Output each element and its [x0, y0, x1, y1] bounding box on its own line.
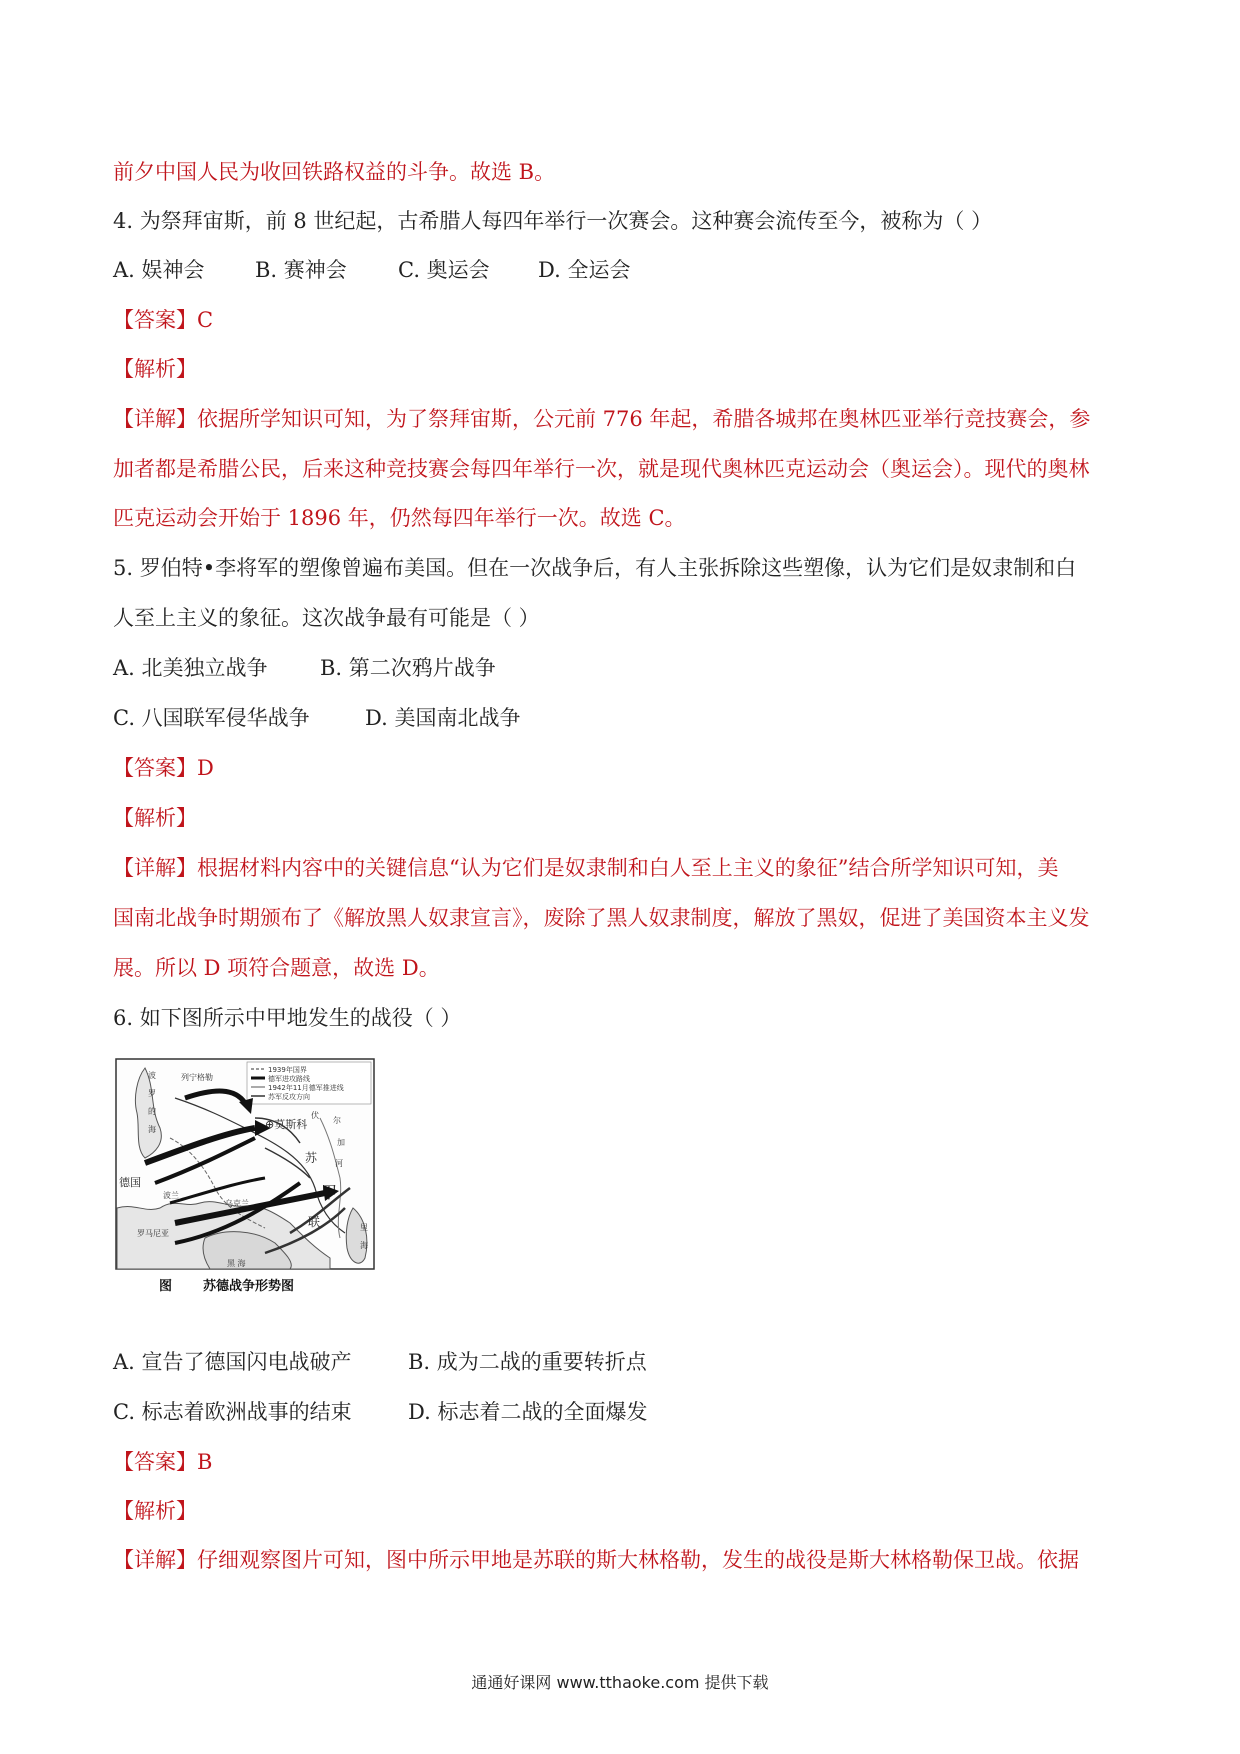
detail-text: 根据材料内容中的关键信息“认为它们是奴隶制和白人至上主义的象征”结合所学知识可知，美 [197, 856, 1059, 880]
map-label-volga-3: 加 [337, 1138, 345, 1147]
question-4: 4. 为祭拜宙斯，前 8 世纪起，古希腊人每四年举行一次赛会。这种赛会流传至今，被称为（ ） [113, 209, 993, 233]
legend-item-2: 德军进攻路线 [268, 1075, 310, 1083]
detail-label: 【详解】 [113, 407, 197, 431]
map-label-moscow: ⊕莫斯科 [265, 1118, 308, 1131]
answer-4 [113, 305, 1130, 335]
option-d: D. 标志着二战的全面爆发 [408, 1400, 648, 1424]
detail-5-line-3: 展。所以 D 项符合题意，故选 D。 [113, 956, 440, 980]
map-label-baltic-1: 波 [148, 1071, 156, 1080]
legend-item-1: 1939年国界 [268, 1066, 307, 1074]
map-label-germany: 德国 [119, 1176, 141, 1189]
detail-4-line-3: 匹克运动会开始于 1896 年，仍然每四年举行一次。故选 C。 [113, 506, 686, 530]
option-b: B. 赛神会 [255, 258, 347, 282]
option-c: C. 奥运会 [398, 258, 490, 282]
question-5-line-1: 5. 罗伯特•李将军的塑像曾遍布美国。但在一次战争后，有人主张拆除这些塑像，认为它们是奴隶制和白 [113, 556, 1077, 580]
map-label-caspian-2: 海 [360, 1241, 368, 1250]
soviet-german-war-map [115, 1058, 377, 1298]
explanation-continuation: 前夕中国人民为收回铁路权益的斗争。故选 B。 [113, 160, 556, 184]
detail-text: 依据所学知识可知，为了祭拜宙斯，公元前 776 年起，希腊各城邦在奥林匹亚举行竞技赛会，参 [197, 407, 1091, 431]
map-label-ukraine: 乌克兰 [225, 1199, 249, 1208]
map-label-volga-2: 尔 [333, 1116, 341, 1125]
legend-item-3: 1942年11月德军推进线 [268, 1084, 344, 1092]
option-b: B. 成为二战的重要转折点 [408, 1350, 647, 1374]
answer-value: C [197, 308, 214, 332]
map-label-leningrad: 列宁格勒 [181, 1073, 213, 1082]
map-label-jia: 甲 [321, 1183, 338, 1202]
option-d: D. 美国南北战争 [365, 706, 521, 730]
map-label-baltic-3: 的 [148, 1107, 156, 1116]
map-label-volga-4: 河 [335, 1159, 343, 1168]
detail-label: 【详解】 [113, 1548, 197, 1572]
map-label-poland: 波兰 [163, 1191, 179, 1200]
detail-label: 【详解】 [113, 856, 197, 880]
question-6-options-row-2 [113, 1397, 1130, 1427]
map-label-black-sea: 黑 海 [227, 1259, 246, 1268]
analysis-label-6: 【解析】 [113, 1499, 197, 1523]
detail-6-line-1 [113, 1545, 1130, 1575]
answer-6 [113, 1447, 1130, 1477]
option-b: B. 第二次鸦片战争 [320, 656, 496, 680]
option-a: A. 娱神会 [113, 258, 205, 282]
answer-5 [113, 753, 1130, 783]
question-4-options [113, 255, 1130, 285]
map-caption-prefix: 图 [159, 1279, 173, 1294]
answer-label: 【答案】 [113, 756, 197, 780]
map-label-caspian-1: 里 [360, 1223, 368, 1232]
page-footer: 通通好课网 www.tthaoke.com 提供下载 [471, 1673, 769, 1692]
map-label-volga-1: 伏 [311, 1111, 319, 1120]
option-c: C. 八国联军侵华战争 [113, 706, 310, 730]
option-a: A. 北美独立战争 [113, 656, 268, 680]
detail-4-line-1 [113, 404, 1130, 434]
legend-item-4: 苏军反攻方向 [268, 1093, 310, 1101]
map-label-lian: 联 [308, 1215, 321, 1229]
answer-value: D [197, 756, 214, 780]
answer-value: B [197, 1450, 213, 1474]
map-label-baltic-4: 海 [148, 1125, 156, 1134]
question-5-line-2: 人至上主义的象征。这次战争最有可能是（ ） [113, 606, 540, 630]
option-d: D. 全运会 [538, 258, 631, 282]
detail-text: 仔细观察图片可知，图中所示甲地是苏联的斯大林格勒，发生的战役是斯大林格勒保卫战。依据 [197, 1548, 1079, 1572]
analysis-label-4: 【解析】 [113, 357, 197, 381]
detail-5-line-2: 国南北战争时期颁布了《解放黑人奴隶宣言》，废除了黑人奴隶制度，解放了黑奴，促进了美国资本主义发 [113, 906, 1090, 930]
map-label-romania: 罗马尼亚 [137, 1229, 169, 1238]
answer-label: 【答案】 [113, 1450, 197, 1474]
question-5-options-row-2 [113, 703, 1130, 733]
map-caption: 苏德战争形势图 [203, 1279, 295, 1294]
option-c: C. 标志着欧洲战事的结束 [113, 1400, 352, 1424]
option-a: A. 宣告了德国闪电战破产 [113, 1350, 352, 1374]
detail-4-line-2: 加者都是希腊公民，后来这种竞技赛会每四年举行一次，就是现代奥林匹克运动会（奥运会）。现代的奥林 [113, 457, 1090, 481]
analysis-label-5: 【解析】 [113, 806, 197, 830]
question-5-options-row-1 [113, 653, 1130, 683]
detail-5-line-1 [113, 853, 1130, 883]
map-label-su: 苏 [305, 1151, 318, 1165]
question-6: 6. 如下图所示中甲地发生的战役（ ） [113, 1006, 462, 1030]
war-map-figure [115, 1058, 377, 1298]
question-6-options-row-1 [113, 1347, 1130, 1377]
map-label-baltic-2: 罗 [148, 1089, 156, 1098]
answer-label: 【答案】 [113, 308, 197, 332]
